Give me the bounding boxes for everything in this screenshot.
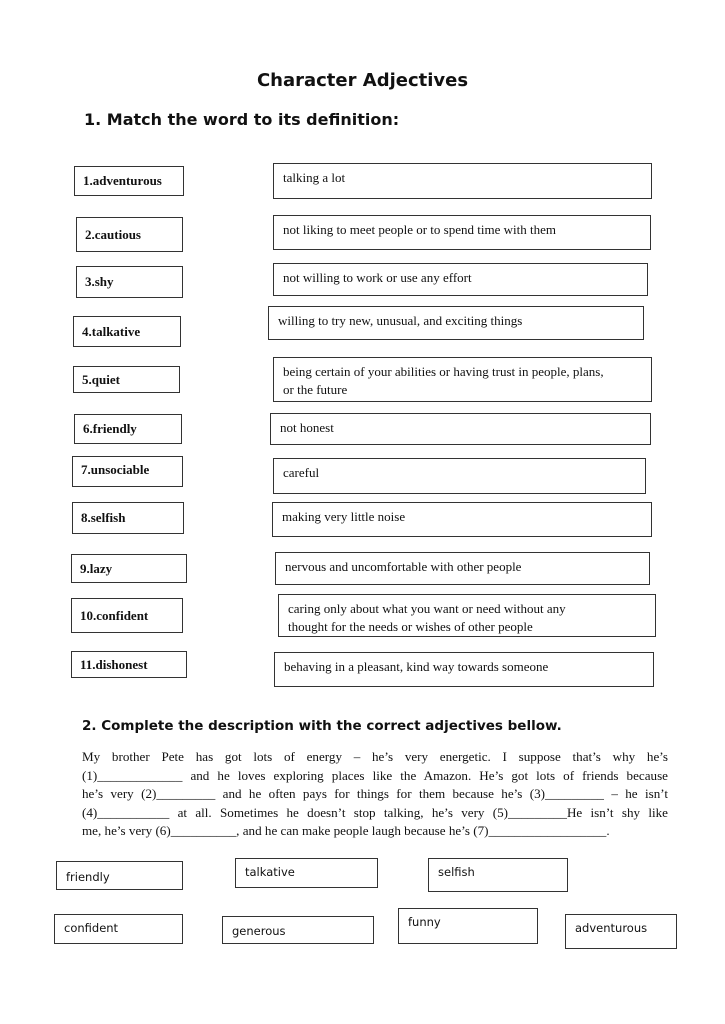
word-box-7: 7.unsociable bbox=[72, 456, 183, 487]
definition-box-1: talking a lot bbox=[273, 163, 652, 199]
description-paragraph bbox=[82, 748, 668, 841]
paragraph-line-1: My brother Pete has got lots of energy – he’s very energetic. I suppose that’s why he’s bbox=[82, 749, 668, 764]
word-bank-adventurous: adventurous bbox=[565, 914, 677, 949]
word-box-10: 10.confident bbox=[71, 598, 183, 633]
word-bank-generous: generous bbox=[222, 916, 374, 944]
word-bank-selfish: selfish bbox=[428, 858, 568, 892]
section1-heading: 1. Match the word to its definition: bbox=[84, 110, 400, 129]
definition-box-2: not liking to meet people or to spend time with them bbox=[273, 215, 651, 250]
word-bank-funny: funny bbox=[398, 908, 538, 944]
definition-box-7: careful bbox=[273, 458, 646, 494]
page-title: Character Adjectives bbox=[256, 70, 469, 91]
word-box-5: 5.quiet bbox=[73, 366, 180, 393]
definition-box-11: behaving in a pleasant, kind way towards someone bbox=[274, 652, 654, 687]
word-box-9: 9.lazy bbox=[71, 554, 187, 583]
paragraph-line-5: me, he’s very (6)__________, and he can make people laugh because he’s (7)__________________. bbox=[82, 823, 610, 838]
word-box-6: 6.friendly bbox=[74, 414, 182, 444]
definition-box-6: not honest bbox=[270, 413, 651, 445]
word-box-11: 11.dishonest bbox=[71, 651, 187, 678]
section2-heading: 2. Complete the description with the correct adjectives bellow. bbox=[82, 718, 562, 734]
definition-box-8: making very little noise bbox=[272, 502, 652, 537]
word-bank-confident: confident bbox=[54, 914, 183, 944]
definition-box-10: caring only about what you want or need without any thought for the needs or wishes of other people bbox=[278, 594, 656, 637]
definition-box-5: being certain of your abilities or having trust in people, plans, or the future bbox=[273, 357, 652, 402]
paragraph-line-4: (4)___________ at all. Sometimes he doesn’t stop talking, he’s very (5)_________He isn’t shy like bbox=[82, 804, 668, 820]
word-box-3: 3.shy bbox=[76, 266, 183, 298]
definition-box-4: willing to try new, unusual, and exciting things bbox=[268, 306, 644, 340]
word-box-2: 2.cautious bbox=[76, 217, 183, 252]
paragraph-line-2: (1)_____________ and he loves exploring places like the Amazon. He’s got lots of friends because bbox=[82, 767, 668, 783]
definition-box-9: nervous and uncomfortable with other people bbox=[275, 552, 650, 585]
word-box-1: 1.adventurous bbox=[74, 166, 184, 196]
word-box-8: 8.selfish bbox=[72, 502, 184, 534]
word-bank-friendly: friendly bbox=[56, 861, 183, 890]
paragraph-line-3: he’s very (2)_________ and he often pays for things for them because he’s (3)_________ – he isn’t bbox=[82, 786, 668, 801]
definition-box-3: not willing to work or use any effort bbox=[273, 263, 648, 296]
word-box-4: 4.talkative bbox=[73, 316, 181, 347]
word-bank-talkative: talkative bbox=[235, 858, 378, 888]
